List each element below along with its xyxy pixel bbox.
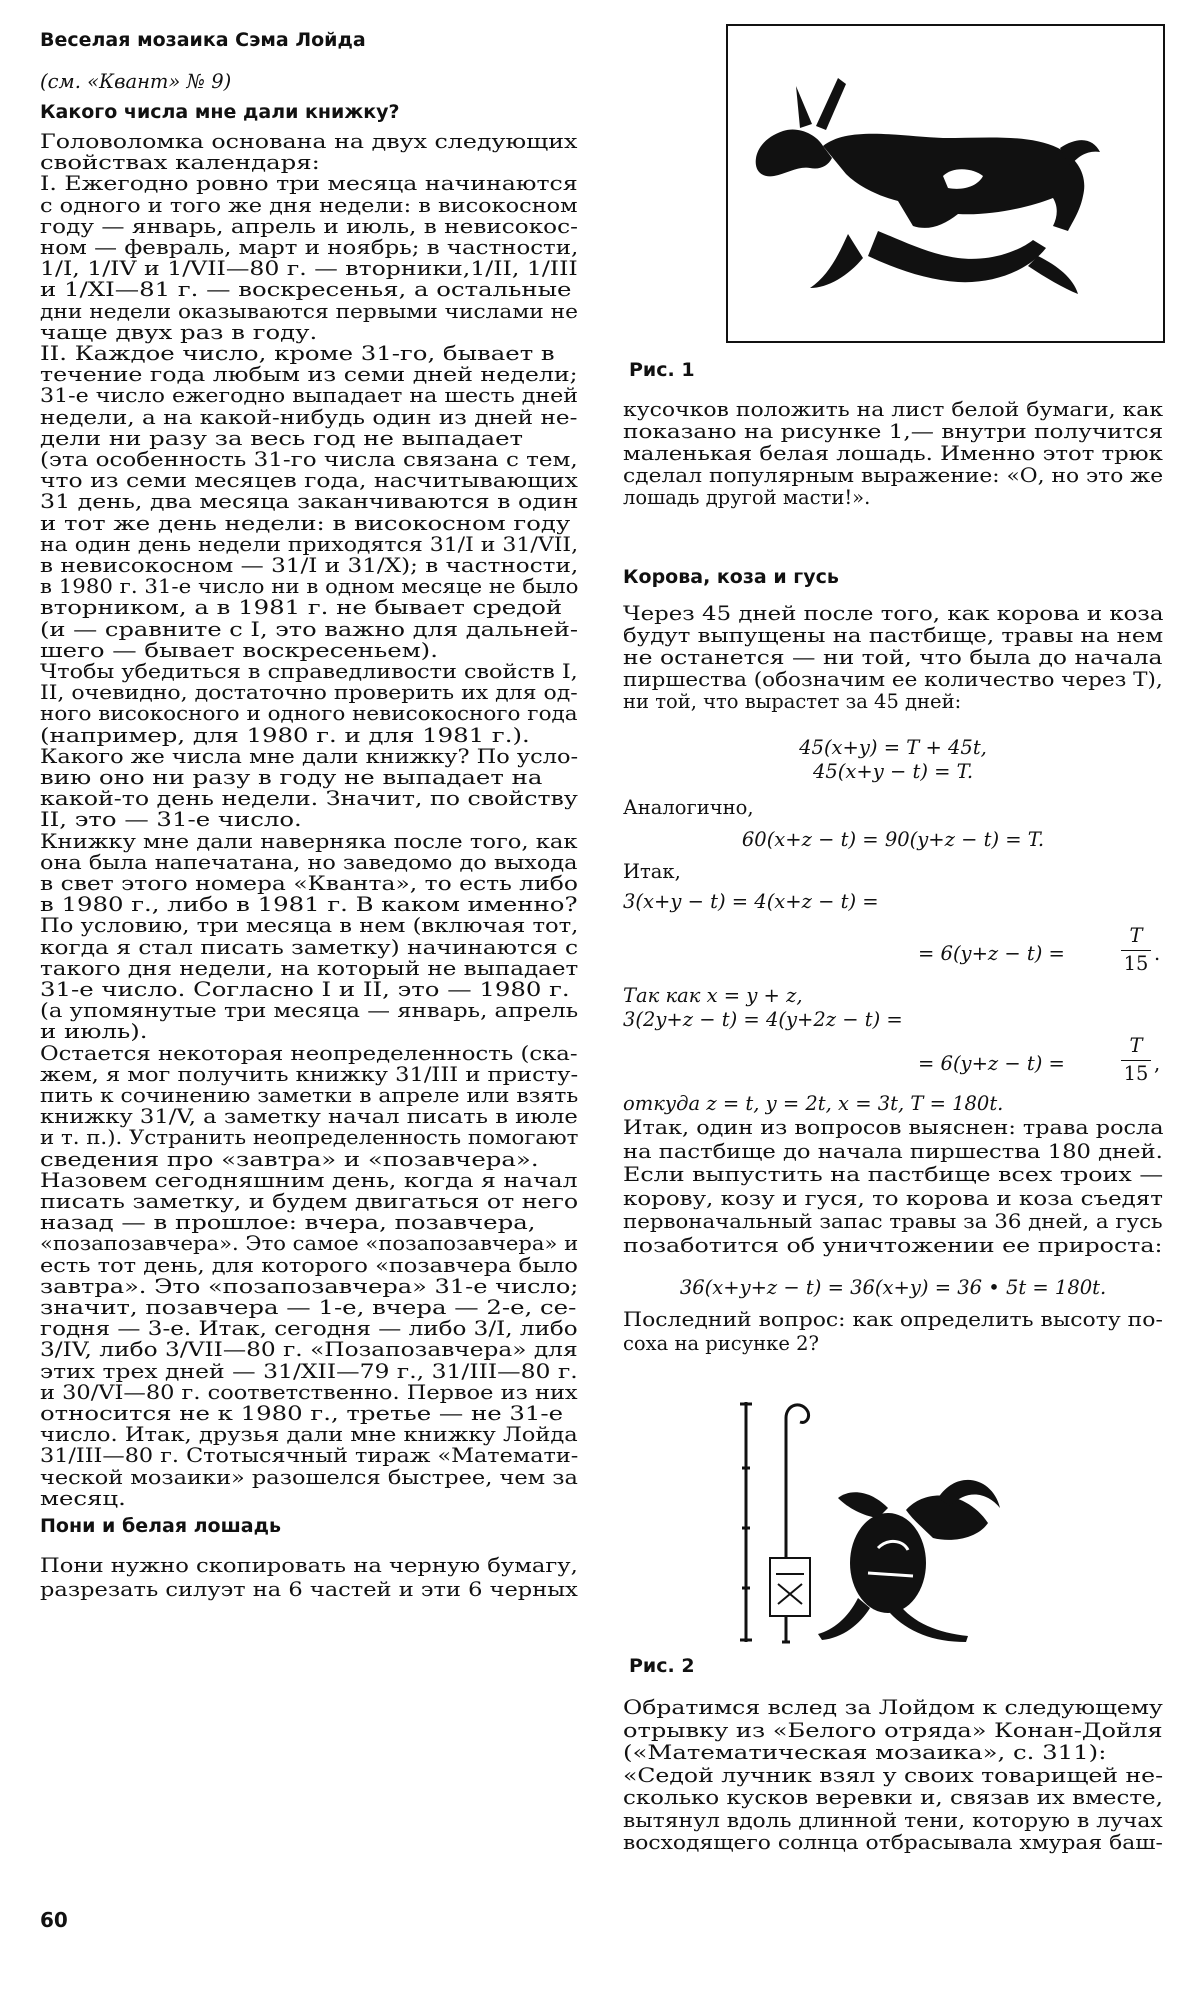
text-line: I. Ежегодно ровно три месяца начинаются [40, 172, 578, 196]
equation-4a: 3(x+y − t) = 4(x+z − t) = [623, 890, 879, 913]
text-line: завтра». Это «позапозавчера» 31-е число; [40, 1274, 579, 1298]
equation-6: 36(x+y+z − t) = 36(x+y) = 36 • 5t = 180t. [679, 1276, 1107, 1299]
fraction-1-bar [1121, 950, 1151, 951]
text-line: Обратимся вслед за Лойдом к следующему [623, 1696, 1163, 1719]
horse-silhouette-icon [728, 26, 1163, 341]
text-line: сколько кусков веревки и, связав их вместе, [623, 1786, 1163, 1809]
text-line: Головоломка основана на двух следующих [40, 130, 578, 153]
text-line: дели ни разу за весь год не выпадает [40, 426, 524, 450]
text-line: показано на рисунке 1,— внутри получится [623, 420, 1164, 443]
itak-text: Итак, [623, 860, 681, 883]
text-line: Если выпустить на пастбище всех троих — [623, 1163, 1164, 1186]
text-line: «Седой лучник взял у своих товарищей не- [623, 1763, 1164, 1787]
text-line: дни недели оказываются первыми числами не [40, 299, 578, 323]
text-line: («Математическая мозаика», с. 311): [623, 1741, 1107, 1764]
text-line: ного високосного и одного невисокосного года [40, 702, 578, 726]
text-line: соха на рисунке 2? [623, 1331, 819, 1355]
text-line: такого дня недели, на который не выпадает [40, 956, 579, 980]
section-title: Веселая мозаика Сэма Лойда [40, 29, 366, 51]
text-line: писать заметку, и будем двигаться от него [40, 1190, 579, 1213]
text-line: чаще двух раз в году. [40, 320, 318, 344]
text-line: ческой мозаики» разошелся быстрее, чем за [40, 1465, 578, 1489]
equation-3: 60(x+z − t) = 90(y+z − t) = T. [741, 828, 1045, 851]
equation-5b: = 6(y+z − t) = [918, 1052, 1065, 1075]
text-line: отрывку из «Белого отряда» Конан-Дойля [623, 1718, 1163, 1742]
goat-with-staff-icon [738, 1398, 1008, 1648]
text-line: какой-то день недели. Значит, по свойству [40, 787, 578, 811]
text-line: вию оно ни разу в году не выпадает на [40, 766, 543, 789]
text-line: позаботится об уничтожении ее прироста: [623, 1233, 1163, 1257]
text-line: с одного и того же дня недели: в високосном [40, 193, 578, 217]
text-line: не останется — ни той, что была до начала [623, 646, 1163, 669]
text-line: корову, козу и гуся, то корова и коза съедят [623, 1186, 1163, 1210]
text-line: и тот же день недели: в високосном году [40, 511, 571, 535]
text-line: и 1/XI—81 г. — воскресенья, а остальные [40, 278, 572, 302]
equation-5-tail: , [1154, 1052, 1161, 1075]
text-line: ни той, что вырастет за 45 дней: [623, 690, 962, 713]
text-line: 31 день, два месяца заканчиваются в один [40, 490, 579, 514]
text-line: значит, позавчера — 1-е, вчера — 2-е, се- [40, 1296, 577, 1319]
fraction-2-numerator: T [1129, 1034, 1143, 1057]
text-line: число. Итак, друзья дали мне книжку Лойда [40, 1423, 578, 1447]
text-line: этих трех дней — 31/XII—79 г., 31/III—80 г. [40, 1359, 578, 1383]
tak-kak-text: Так как x = y + z, [623, 984, 803, 1007]
otkuda-text: откуда z = t, y = 2t, x = 3t, T = 180t. [623, 1092, 1004, 1115]
text-line: в невисокосном — 31/I и 31/X); в частности, [40, 554, 579, 577]
text-line: 31/III—80 г. Стотысячный тираж «Математи- [40, 1444, 579, 1468]
text-line: II, очевидно, достаточно проверить их для од- [40, 681, 578, 705]
fraction-1-denominator: 15 [1123, 952, 1149, 975]
equation-2: 45(x+y − t) = T. [812, 760, 974, 783]
text-line: лошадь другой масти!». [623, 486, 871, 509]
text-line: есть тот день, для которого «позавчера было [40, 1253, 578, 1277]
subsection-title-book-date: Какого числа мне дали книжку? [40, 101, 400, 123]
text-line: 3/IV, либо 3/VII—80 г. «Позапозавчера» для [40, 1338, 578, 1362]
page-number: 60 [40, 1908, 68, 1932]
text-line: Какого же числа мне дали книжку? По усло- [40, 744, 579, 768]
text-line: Остается некоторая неопределенность (ска- [40, 1041, 578, 1065]
equation-5a: 3(2y+z − t) = 4(y+2z − t) = [623, 1008, 903, 1031]
text-line: Чтобы убедиться в справедливости свойств I, [40, 660, 578, 683]
text-line: Итак, один из вопросов выяснен: трава росла [623, 1116, 1164, 1139]
equation-4-tail: . [1154, 942, 1161, 965]
text-line: назад — в прошлое: вчера, позавчера, [40, 1211, 536, 1235]
text-line: Последний вопрос: как определить высоту по- [623, 1308, 1163, 1331]
text-line: восходящего солнца отбрасывала хмурая баш- [623, 1831, 1163, 1854]
text-line: годня — 3-е. Итак, сегодня — либо 3/I, либо [40, 1317, 578, 1341]
fraction-2-denominator: 15 [1123, 1062, 1149, 1085]
text-line: маленькая белая лошадь. Именно этот трюк [623, 442, 1163, 465]
equation-1: 45(x+y) = T + 45t, [799, 736, 987, 759]
text-line: ном — февраль, март и ноябрь; в частности, [40, 236, 579, 259]
figure-2-caption: Рис. 2 [629, 1655, 695, 1677]
text-line: вторником, а в 1981 г. не бывает средой [40, 596, 563, 620]
text-line: свойствах календаря: [40, 151, 320, 175]
text-line: 31-е число ежегодно выпадает на шесть дней [40, 384, 579, 408]
text-line: сведения про «завтра» и «позавчера». [40, 1147, 539, 1171]
text-line: II. Каждое число, кроме 31-го, бывает в [40, 342, 555, 365]
text-line: 1/I, 1/IV и 1/VII—80 г. — вторники,1/II, 1/III [40, 257, 578, 281]
text-line: она была напечатана, но заведомо до выхода [40, 850, 578, 874]
text-line: книжку 31/V, а заметку начал писать в июле [40, 1105, 578, 1129]
text-line: Книжку мне дали наверняка после того, как [40, 829, 578, 853]
text-line: в 1980 г., либо в 1981 г. В каком именно? [40, 893, 578, 917]
text-line: будут выпущены на пастбище, травы на нем [623, 624, 1164, 647]
text-line: По условию, три месяца в нем (включая тот, [40, 914, 579, 938]
section-subtitle: (см. «Квант» № 9) [40, 70, 232, 93]
fraction-2-bar [1121, 1060, 1151, 1061]
text-line: месяц. [40, 1486, 126, 1510]
text-line: кусочков положить на лист белой бумаги, как [623, 398, 1164, 421]
text-line: вытянул вдоль длинной тени, которую в лучах [623, 1808, 1163, 1832]
text-line: на один день недели приходятся 31/I и 31/VII, [40, 532, 579, 556]
text-line: Через 45 дней после того, как корова и коза [623, 602, 1164, 625]
text-line: недели, а на какой-нибудь один из дней не- [40, 405, 578, 429]
text-line: течение года любым из семи дней недели; [40, 363, 578, 387]
figure-2-goat-staff [738, 1398, 1008, 1648]
text-line: сделал популярным выражение: «О, но это же [623, 464, 1164, 487]
text-line: первоначальный запас травы за 36 дней, а гусь [623, 1210, 1163, 1233]
text-line: в 1980 г. 31-е число ни в одном месяце не было [40, 575, 579, 599]
fraction-1-numerator: T [1129, 924, 1143, 947]
text-line: году — январь, апрель и июль, в невисокос- [40, 214, 578, 238]
text-line: пиршества (обозначим ее количество через T), [623, 668, 1163, 691]
analog-text: Аналогично, [623, 796, 754, 819]
figure-1-horse-silhouette [726, 24, 1165, 343]
text-line: разрезать силуэт на 6 частей и эти 6 черных [40, 1578, 578, 1601]
text-line: II, это — 31-е число. [40, 808, 302, 832]
text-line: Пони нужно скопировать на черную бумагу, [40, 1554, 578, 1577]
text-line: Назовем сегодняшним день, когда я начал [40, 1168, 578, 1192]
text-line: (эта особенность 31-го числа связана с тем, [40, 448, 578, 471]
text-line: относится не к 1980 г., третье — не 31-е [40, 1402, 564, 1425]
text-line: и 30/VI—80 г. соответственно. Первое из них [40, 1380, 578, 1404]
text-line: (и — сравните с I, это важно для дальней- [40, 617, 579, 641]
text-line: (а упомянутые три месяца — январь, апрель [40, 999, 579, 1023]
text-line: и т. п.). Устранить неопределенность помогают [40, 1126, 579, 1150]
text-line: пить к сочинению заметки в апреле или взять [40, 1084, 579, 1107]
text-line: жем, я мог получить книжку 31/III и присту- [40, 1062, 579, 1086]
subsection-title-cow-goat-goose: Корова, коза и гусь [623, 566, 839, 588]
text-line: и июль). [40, 1020, 148, 1044]
equation-4b: = 6(y+z − t) = [918, 942, 1065, 965]
text-line: 31-е число. Согласно I и II, это — 1980 г. [40, 978, 570, 1001]
text-line: шего — бывает воскресеньем). [40, 638, 438, 662]
text-line: что из семи месяцев года, насчитывающих [40, 469, 578, 493]
text-line: когда я стал писать заметку) начинаются с [40, 935, 579, 959]
text-line: в свет этого номера «Кванта», то есть либо [40, 872, 578, 895]
subsection-title-pony: Пони и белая лошадь [40, 1515, 281, 1537]
text-line: (например, для 1980 г. и для 1981 г.). [40, 723, 530, 747]
text-line: «позапозавчера». Это самое «позапозавчера» и [40, 1232, 579, 1256]
figure-1-caption: Рис. 1 [629, 359, 695, 381]
text-line: на пастбище до начала пиршества 180 дней. [623, 1139, 1163, 1163]
